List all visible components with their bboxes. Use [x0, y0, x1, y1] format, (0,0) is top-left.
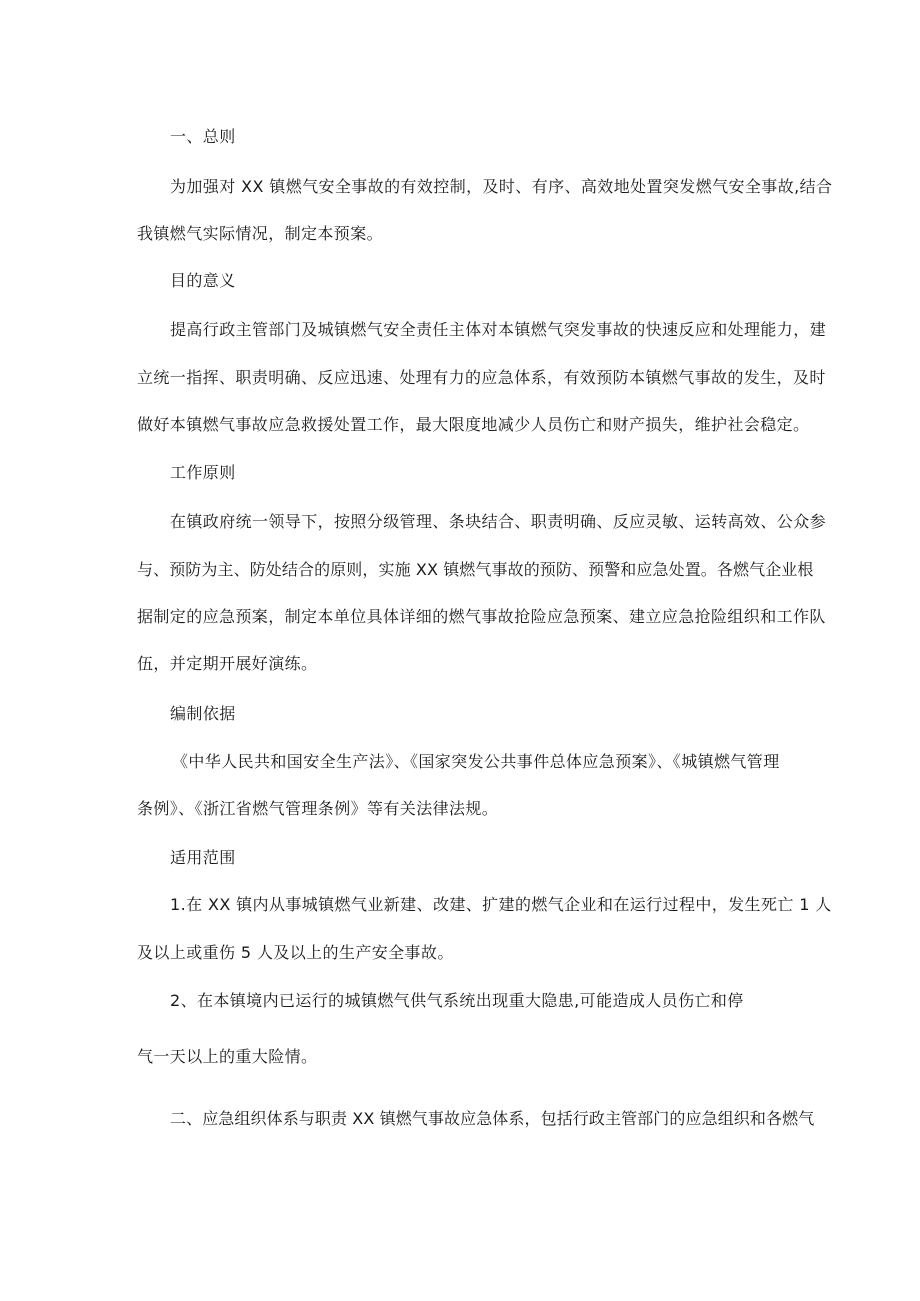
- principles-paragraph-line-4: 伍，并定期开展好演练。: [137, 654, 318, 673]
- scope-heading: 适用范围: [170, 848, 236, 867]
- principles-paragraph-line-1: 在镇政府统一领导下，按照分级管理、条块结合、职责明确、反应灵敏、运转高效、公众参: [170, 512, 827, 531]
- basis-paragraph-line-1: 《中华人民共和国安全生产法》、《国家突发公共事件总体应急预案》、《城镇燃气管理: [172, 752, 780, 771]
- scope-item-2-line-1: 2、在本镇境内已运行的城镇燃气供气系统出现重大隐患,可能造成人员伤亡和停: [170, 991, 744, 1010]
- purpose-paragraph-line-2: 立统一指挥、职责明确、反应迅速、处理有力的应急体系，有效预防本镇燃气事故的发生，及时: [137, 368, 826, 387]
- intro-paragraph-line-2: 我镇燃气实际情况，制定本预案。: [137, 224, 384, 243]
- principles-paragraph-line-2: 与、预防为主、防处结合的原则，实施 XX 镇燃气事故的预防、预警和应急处置。各燃气企业根: [137, 560, 814, 579]
- scope-item-1-line-2: 及以上或重伤 5 人及以上的生产安全事故。: [137, 943, 454, 962]
- purpose-heading: 目的意义: [170, 271, 236, 290]
- intro-paragraph-line-1: 为加强对 XX 镇燃气安全事故的有效控制，及时、有序、高效地处置突发燃气安全事故,结合: [170, 177, 833, 196]
- scope-item-2-line-2: 气一天以上的重大险情。: [137, 1047, 318, 1066]
- principles-paragraph-line-3: 据制定的应急预案，制定本单位具体详细的燃气事故抢险应急预案、建立应急抢险组织和工作队: [137, 607, 826, 626]
- principles-heading: 工作原则: [170, 463, 236, 482]
- basis-heading: 编制依据: [170, 704, 236, 723]
- section-2-line-1: 二、应急组织体系与职责 XX 镇燃气事故应急体系，包括行政主管部门的应急组织和各燃气: [170, 1109, 815, 1128]
- purpose-paragraph-line-3: 做好本镇燃气事故应急救援处置工作，最大限度地减少人员伤亡和财产损失，维护社会稳定。: [137, 415, 810, 434]
- scope-item-1-line-1: 1.在 XX 镇内从事城镇燃气业新建、改建、扩建的燃气企业和在运行过程中，发生死亡 1 人: [170, 895, 832, 914]
- purpose-paragraph-line-1: 提高行政主管部门及城镇燃气安全责任主体对本镇燃气突发事故的快速反应和处理能力，建: [170, 320, 827, 339]
- section-heading-general: 一、总则: [170, 127, 236, 146]
- basis-paragraph-line-2: 条例》、《浙江省燃气管理条例》等有关法律法规。: [137, 799, 499, 818]
